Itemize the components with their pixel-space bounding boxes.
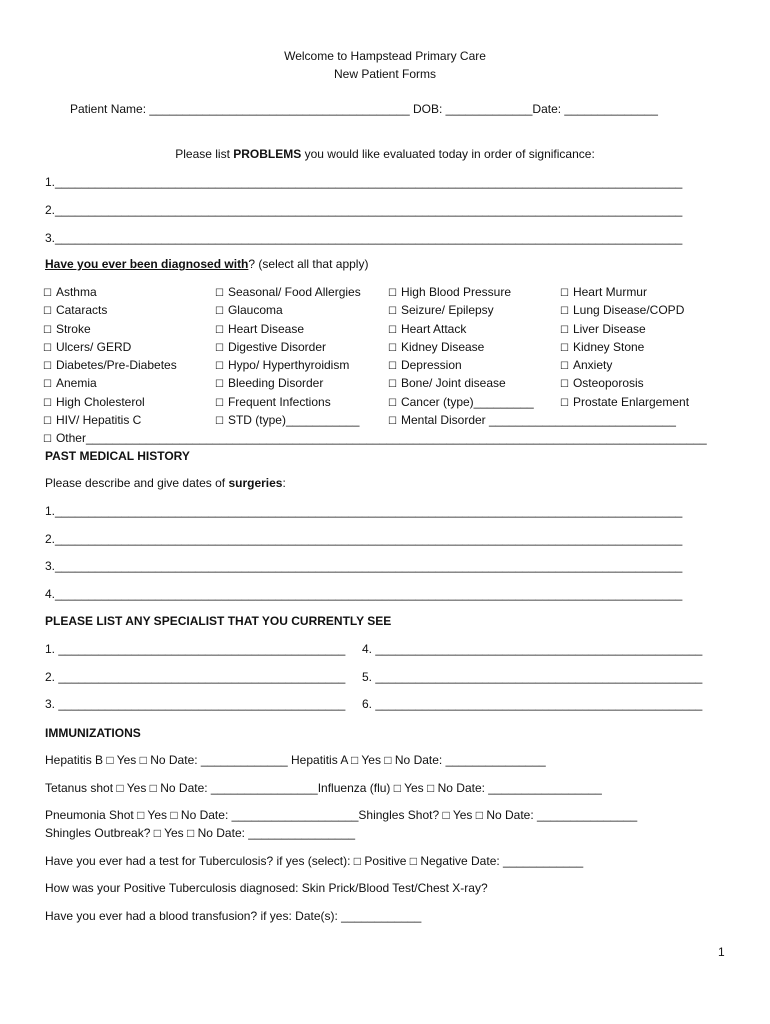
checkbox-icon: ☐ (388, 342, 397, 354)
checkbox-icon: ☐ (215, 324, 224, 336)
hepatitis-row[interactable]: Hepatitis B □ Yes □ No Date: _____________ Hepatitis A □ Yes □ No Date: _______________ (45, 753, 546, 767)
patient-info-line[interactable]: Patient Name: _______________________________________ DOB: _____________Date: ______________ (70, 102, 658, 116)
diagnosis-label: Osteoporosis (572, 376, 644, 391)
checkbox-icon: ☐ (388, 416, 397, 428)
tetanus-influenza-row[interactable]: Tetanus shot □ Yes □ No Date: ________________Influenza (flu) □ Yes □ No Date: _________________ (45, 781, 602, 795)
specialist-line-5[interactable]: 5. _________________________________________________ (362, 670, 703, 684)
specialist-line-4[interactable]: 4. _________________________________________________ (362, 642, 703, 656)
checkbox-icon: ☐ (560, 397, 569, 409)
diagnosis-item[interactable] (43, 320, 177, 338)
diagnosed-heading-text: Have you ever been diagnosed with (45, 257, 249, 271)
surgeries-prompt-bold: surgeries (228, 476, 283, 490)
checkbox-icon: ☐ (43, 379, 52, 391)
checkbox-icon: ☐ (43, 306, 52, 318)
shingles-outbreak-row[interactable]: Shingles Outbreak? □ Yes □ No Date: ________________ (45, 826, 356, 840)
problems-prompt-after: you would like evaluated today in order of significance: (301, 147, 595, 161)
diagnosis-label: Anxiety (572, 358, 613, 373)
diagnosis-label: Stroke (55, 321, 91, 336)
diagnosis-label: Asthma (55, 285, 97, 299)
clinic-title: Welcome to Hampstead Primary Care (284, 49, 486, 63)
checkbox-icon: ☐ (388, 397, 397, 409)
checkbox-icon: ☐ (43, 288, 52, 299)
diagnosis-column-1 (43, 283, 177, 429)
diagnosis-label: Glaucoma (227, 303, 283, 318)
diagnosis-label: High Cholesterol (55, 394, 145, 409)
diagnosis-item[interactable] (43, 338, 177, 356)
checkbox-icon: ☐ (215, 342, 224, 354)
tb-test-row[interactable]: Have you ever had a test for Tuberculosis? if yes (select): □ Positive □ Negative Date: ____________ (45, 854, 584, 868)
diagnosed-heading-after: ? (select all that apply) (248, 257, 369, 271)
diagnosis-item[interactable] (215, 283, 361, 301)
diagnosis-label: Prostate Enlargement (572, 394, 690, 409)
diagnosis-column-4 (560, 283, 689, 411)
diagnosis-item[interactable] (215, 393, 361, 411)
checkbox-icon: ☐ (388, 306, 397, 318)
diagnosis-item[interactable] (43, 283, 177, 301)
surgery-line-3[interactable]: 3.______________________________________________________________________________________________ (45, 559, 683, 573)
checkbox-icon: ☐ (388, 288, 397, 299)
surgery-line-2[interactable]: 2.______________________________________________________________________________________________ (45, 532, 683, 546)
diagnosis-item[interactable] (43, 356, 177, 374)
checkbox-icon: ☐ (43, 434, 52, 445)
diagnosis-label: Diabetes/Pre-Diabetes (55, 358, 177, 373)
diagnosis-item[interactable] (43, 393, 177, 411)
checkbox-icon: ☐ (560, 379, 569, 391)
diagnosis-item[interactable] (560, 338, 689, 356)
checkbox-icon: ☐ (215, 379, 224, 391)
checkbox-icon: ☐ (560, 361, 569, 373)
diagnosis-item[interactable] (560, 320, 689, 338)
checkbox-icon: ☐ (43, 397, 52, 409)
diagnosis-item[interactable] (388, 411, 676, 429)
checkbox-icon: ☐ (43, 342, 52, 354)
diagnosis-item[interactable] (215, 356, 361, 374)
diagnosis-label: Ulcers/ GERD (55, 339, 132, 354)
checkbox-icon: ☐ (43, 324, 52, 336)
transfusion-row[interactable]: Have you ever had a blood transfusion? if yes: Date(s): ____________ (45, 909, 422, 923)
diagnosis-label: Seizure/ Epilepsy (400, 303, 494, 318)
diagnosis-label: Kidney Disease (400, 339, 485, 354)
diagnosis-label: Anemia (55, 376, 97, 391)
specialist-line-6[interactable]: 6. _________________________________________________ (362, 697, 703, 711)
diagnosis-item[interactable] (215, 338, 361, 356)
diagnosis-item[interactable] (215, 374, 361, 392)
diagnosis-label: Frequent Infections (227, 394, 331, 409)
problems-prompt-bold: PROBLEMS (233, 147, 302, 161)
diagnosis-label: Cataracts (55, 303, 108, 318)
diagnosis-label: Seasonal/ Food Allergies (227, 285, 361, 299)
surgeries-prompt-before: Please describe and give dates of (45, 476, 229, 490)
diagnosis-label: Lung Disease/COPD (572, 303, 685, 318)
diagnosis-item[interactable] (43, 301, 177, 319)
checkbox-icon: ☐ (388, 379, 397, 391)
checkbox-icon: ☐ (560, 324, 569, 336)
specialist-line-1[interactable]: 1. ___________________________________________ (45, 642, 346, 656)
checkbox-icon: ☐ (215, 288, 224, 299)
checkbox-icon: ☐ (388, 361, 397, 373)
checkbox-icon: ☐ (43, 361, 52, 373)
diagnosis-label: Liver Disease (572, 321, 646, 336)
diagnosed-heading (45, 257, 368, 271)
diagnosis-label: HIV/ Hepatitis C (55, 413, 142, 428)
diagnosis-item[interactable] (43, 374, 177, 392)
specialist-line-3[interactable]: 3. ___________________________________________ (45, 697, 346, 711)
surgery-line-4[interactable]: 4.______________________________________________________________________________________________ (45, 587, 683, 601)
diagnosis-label: Heart Disease (227, 321, 304, 336)
checkbox-icon: ☐ (560, 342, 569, 354)
tb-diagnosed-row[interactable]: How was your Positive Tuberculosis diagnosed: Skin Prick/Blood Test/Chest X-ray? (45, 881, 488, 895)
checkbox-icon: ☐ (560, 288, 569, 299)
diagnosis-item[interactable] (560, 356, 689, 374)
problem-line-1[interactable]: 1.______________________________________________________________________________________________ (45, 175, 683, 189)
specialists-heading: PLEASE LIST ANY SPECIALIST THAT YOU CURRENTLY SEE (45, 614, 392, 628)
checkbox-icon: ☐ (43, 416, 52, 428)
diagnosis-label: Mental Disorder ____________________________ (400, 413, 676, 428)
checkbox-icon: ☐ (215, 397, 224, 409)
diagnosis-label: Kidney Stone (572, 339, 645, 354)
diagnosis-other-label: Other_____________________________________________________________________________________________ (55, 431, 707, 445)
problems-prompt-before: Please list (175, 147, 234, 161)
diagnosis-label: Heart Attack (400, 321, 467, 336)
problem-line-3[interactable]: 3.______________________________________________________________________________________________ (45, 231, 683, 245)
diagnosis-item[interactable] (215, 301, 361, 319)
diagnosis-label: Heart Murmur (572, 285, 647, 299)
diagnosis-item[interactable] (560, 283, 689, 301)
diagnosis-item[interactable] (215, 320, 361, 338)
diagnosis-item[interactable] (560, 301, 689, 319)
checkbox-icon: ☐ (215, 416, 224, 428)
past-medical-heading: PAST MEDICAL HISTORY (45, 449, 190, 463)
diagnosis-item[interactable] (560, 374, 689, 392)
pneumonia-shingles-row[interactable]: Pneumonia Shot □ Yes □ No Date: ___________________Shingles Shot? □ Yes □ No Date: _______________ (45, 808, 638, 822)
checkbox-icon: ☐ (215, 361, 224, 373)
problems-prompt (0, 147, 770, 161)
diagnosis-item[interactable] (215, 411, 361, 429)
diagnosis-label: Digestive Disorder (227, 339, 327, 354)
specialist-line-2[interactable]: 2. ___________________________________________ (45, 670, 346, 684)
surgeries-prompt-after: : (282, 476, 286, 490)
checkbox-icon: ☐ (215, 306, 224, 318)
checkbox-icon: ☐ (560, 306, 569, 318)
diagnosis-label: Cancer (type)_________ (400, 394, 534, 409)
page-number: 1 (718, 945, 725, 959)
problem-line-2[interactable]: 2.______________________________________________________________________________________________ (45, 203, 683, 217)
diagnosis-other-line[interactable] (43, 431, 707, 447)
diagnosis-label: Hypo/ Hyperthyroidism (227, 358, 350, 373)
surgery-line-1[interactable]: 1.______________________________________________________________________________________________ (45, 504, 683, 518)
form-title: New Patient Forms (333, 67, 437, 81)
diagnosis-label: Bleeding Disorder (227, 376, 324, 391)
diagnosis-label: Depression (400, 358, 462, 373)
checkbox-icon: ☐ (388, 324, 397, 336)
diagnosis-label: Bone/ Joint disease (400, 376, 506, 391)
diagnosis-item[interactable] (560, 393, 689, 411)
diagnosis-column-2 (215, 283, 361, 429)
surgeries-prompt (45, 476, 286, 490)
diagnosis-item[interactable] (43, 411, 177, 429)
diagnosis-label: STD (type)___________ (227, 413, 360, 428)
diagnosis-label: High Blood Pressure (400, 285, 512, 299)
immunizations-heading: IMMUNIZATIONS (45, 726, 141, 740)
